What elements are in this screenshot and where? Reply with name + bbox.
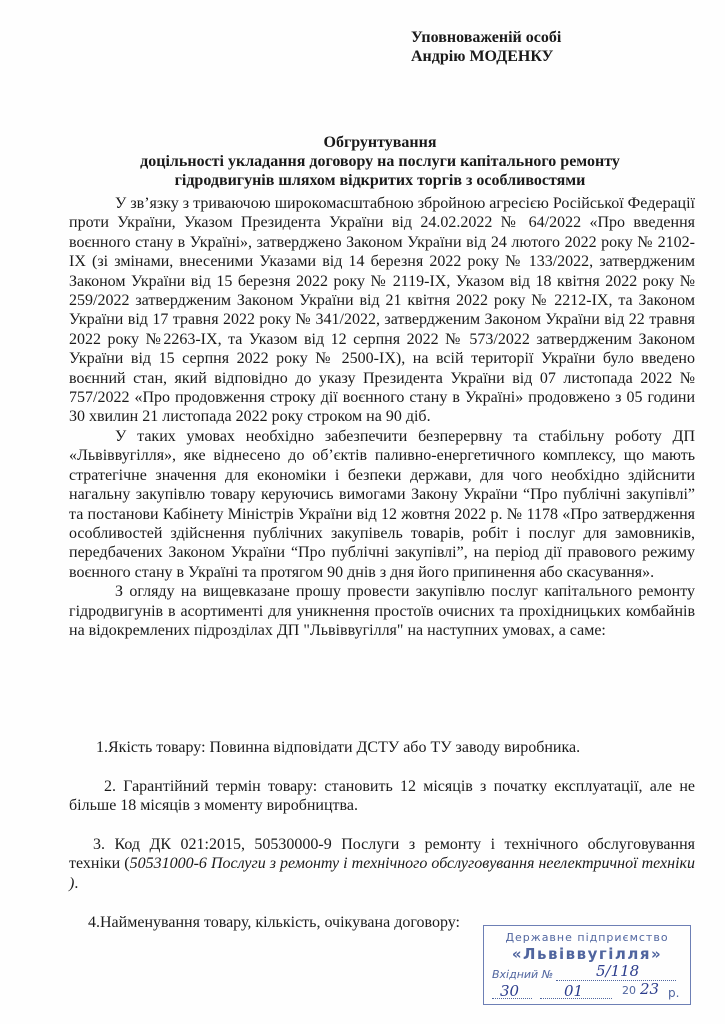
code-text: 3. Код ДК 021:2015, 50530000-9 Послуги з ремонту і технічного обслуговування техніки ( <box>69 836 695 873</box>
paragraph-conditions: У таких умовах необхідно забезпечити безперервну та стабільну роботу ДП «Львіввугілля», яке віднесено до об’єктів паливно-енергетичного комплексу, що мають стратегічне значення для економіки і безпеки держави, для чого необхідно здійснити нагальну закупівлю товару керуючись вимогами Закону України “Про публічні закупівлі” та постанови Кабінету Міністрів України від 12 жовтня 2022 р. № 1178 «Про затвердження особливостей здійснення публічних закупівель товарів, робіт і послуг для замовників, передбачених Законом України “Про публічні закупівлі”, на період дії правового режиму воєнного стану в Україні та протягом 90 днів з дня його припинення або скасування». <box>69 427 695 581</box>
addressee-name: Андрію МОДЕНКУ <box>411 48 554 65</box>
addressee-title: Уповноваженій особі <box>411 29 562 46</box>
list-item-quality: 1.Якість товару: Повинна відповідати ДСТУ або ТУ заводу виробника. <box>96 739 581 756</box>
stamp-year-suffix: р. <box>668 986 680 1000</box>
paragraph-request: З огляду на вищевказане прошу провести закупівлю послуг капітального ремонту гідродвигунів в асортименті для уникнення простоїв очисних та прохідницьких комбайнів на відокремлених підрозділах ДП "Львіввугілля" на наступних умовах, а саме: <box>69 583 695 639</box>
registration-stamp <box>483 925 691 1005</box>
title-line-1: Обгрунтування <box>323 134 437 151</box>
stamp-name: «Львіввугілля» <box>511 945 663 963</box>
title-line-2: доцільності укладання договору на послуги капітального ремонту <box>140 153 620 170</box>
title-line-3: гідродвигунів шляхом відкритих торгів з особливостями <box>174 172 586 189</box>
stamp-incoming-label: Вхідний № <box>492 968 554 981</box>
stamp-year: 23 <box>640 980 660 998</box>
paragraph-martial-law: У зв’язку з триваючою широкомасштабною збройною агресією Російської Федерації проти України, Указом Президента України від 24.02.2022 № 64/2022 «Про введення воєнного стану в Україні», затверджено Законом України від 24 лютого 2022 року № 2102-IX (зі змінами, внесеними Указами від 14 березня 2022 року № 133/2022, затвердженим Законом України від 15 березня 2022 року № 2119-IX, Указом від 18 квітня 2022 року № 259/2022 затвердженим Законом України від 21 квітня 2022 року № 2212-IX, та Законом України від 17 травня 2022 року № 341/2022, затвердженим Законом України від 22 травня 2022 року №2263-IX, та Указом від 12 серпня 2022 № 573/2022 затвердженим Законом України від 15 серпня 2022 року № 2500-IX), на всій території України було введено воєнний стан, який відповідно до указу Президента України від 07 листопада 2022 № 757/2022 «Про продовження строку дії воєнного стану в Україні» продовжено з 05 години 30 хвилин 21 листопада 2022 року строком на 90 діб. <box>69 195 695 426</box>
document-title <box>60 133 700 190</box>
stamp-month: 01 <box>564 982 584 1000</box>
code-suffix: . <box>74 874 79 892</box>
list-item-code <box>69 835 695 893</box>
code-italic-text: 50531000-6 Послуги з ремонту і технічного обслуговування неелектричної техніки ) <box>69 855 695 892</box>
list-item-warranty: 2. Гарантійний термін товару: становить 12 місяців з початку експлуатації, але не більше 18 місяців з моменту виробництва. <box>69 778 695 815</box>
stamp-org: Державне підприємство <box>505 931 669 944</box>
stamp-year-prefix: 20 <box>622 984 636 997</box>
addressee-block <box>411 28 561 66</box>
stamp-day: 30 <box>500 982 520 1000</box>
list-item-name: 4.Найменування товару, кількість, очікувана договору: <box>88 914 460 931</box>
document-body <box>69 194 695 640</box>
stamp-incoming-number: 5/118 <box>596 962 640 980</box>
